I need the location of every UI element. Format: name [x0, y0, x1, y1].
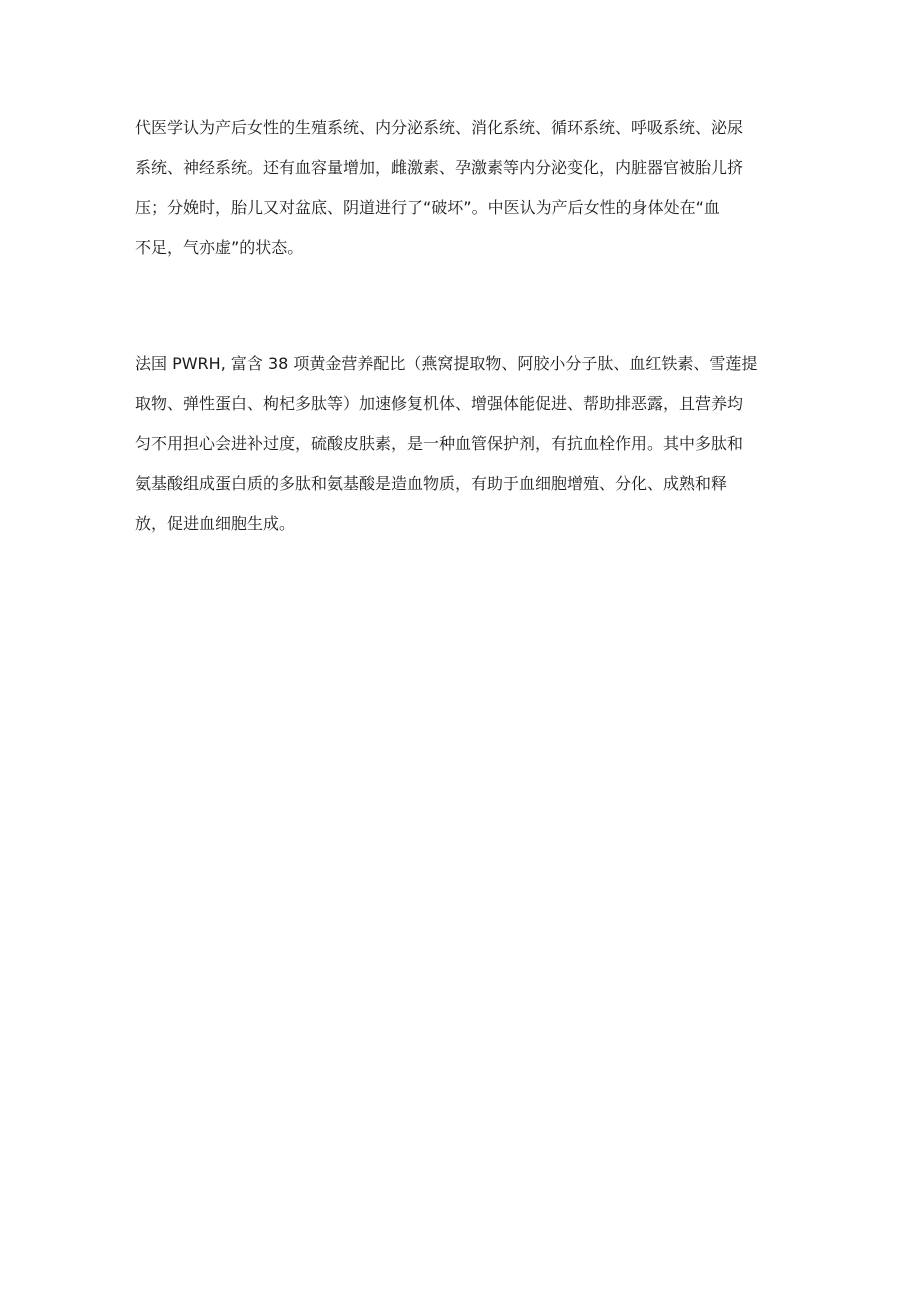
- paragraph-2-line-3: 匀不用担心会进补过度，硫酸皮肤素，是一种血管保护剂，有抗血栓作用。其中多肽和: [135, 434, 744, 453]
- paragraph-1-line-2: 系统、神经系统。还有血容量增加，雌激素、孕激素等内分泌变化，内脏器官被胎儿挤: [135, 158, 744, 177]
- paragraph-1-line-3: 压；分娩时，胎儿又对盆底、阴道进行了“破坏”。中医认为产后女性的身体处在“血: [135, 198, 720, 217]
- paragraph-2-line-1: 法国 PWRH, 富含 38 项黄金营养配比（燕窝提取物、阿胶小分子肽、血红铁素、雪莲提: [135, 354, 758, 373]
- paragraph-2-line-4: 氨基酸组成蛋白质的多肽和氨基酸是造血物质，有助于血细胞增殖、分化、成熟和释: [135, 474, 728, 493]
- paragraph-2-line-2: 取物、弹性蛋白、枸杞多肽等）加速修复机体、增强体能促进、帮助排恶露，且营养均: [135, 394, 744, 413]
- paragraph-2-line-5: 放，促进血细胞生成。: [135, 514, 296, 533]
- paragraph-1-line-1: 代医学认为产后女性的生殖系统、内分泌系统、消化系统、循环系统、呼吸系统、泌尿: [135, 118, 744, 137]
- paragraph-1-line-4: 不足，气亦虚”的状态。: [135, 238, 304, 257]
